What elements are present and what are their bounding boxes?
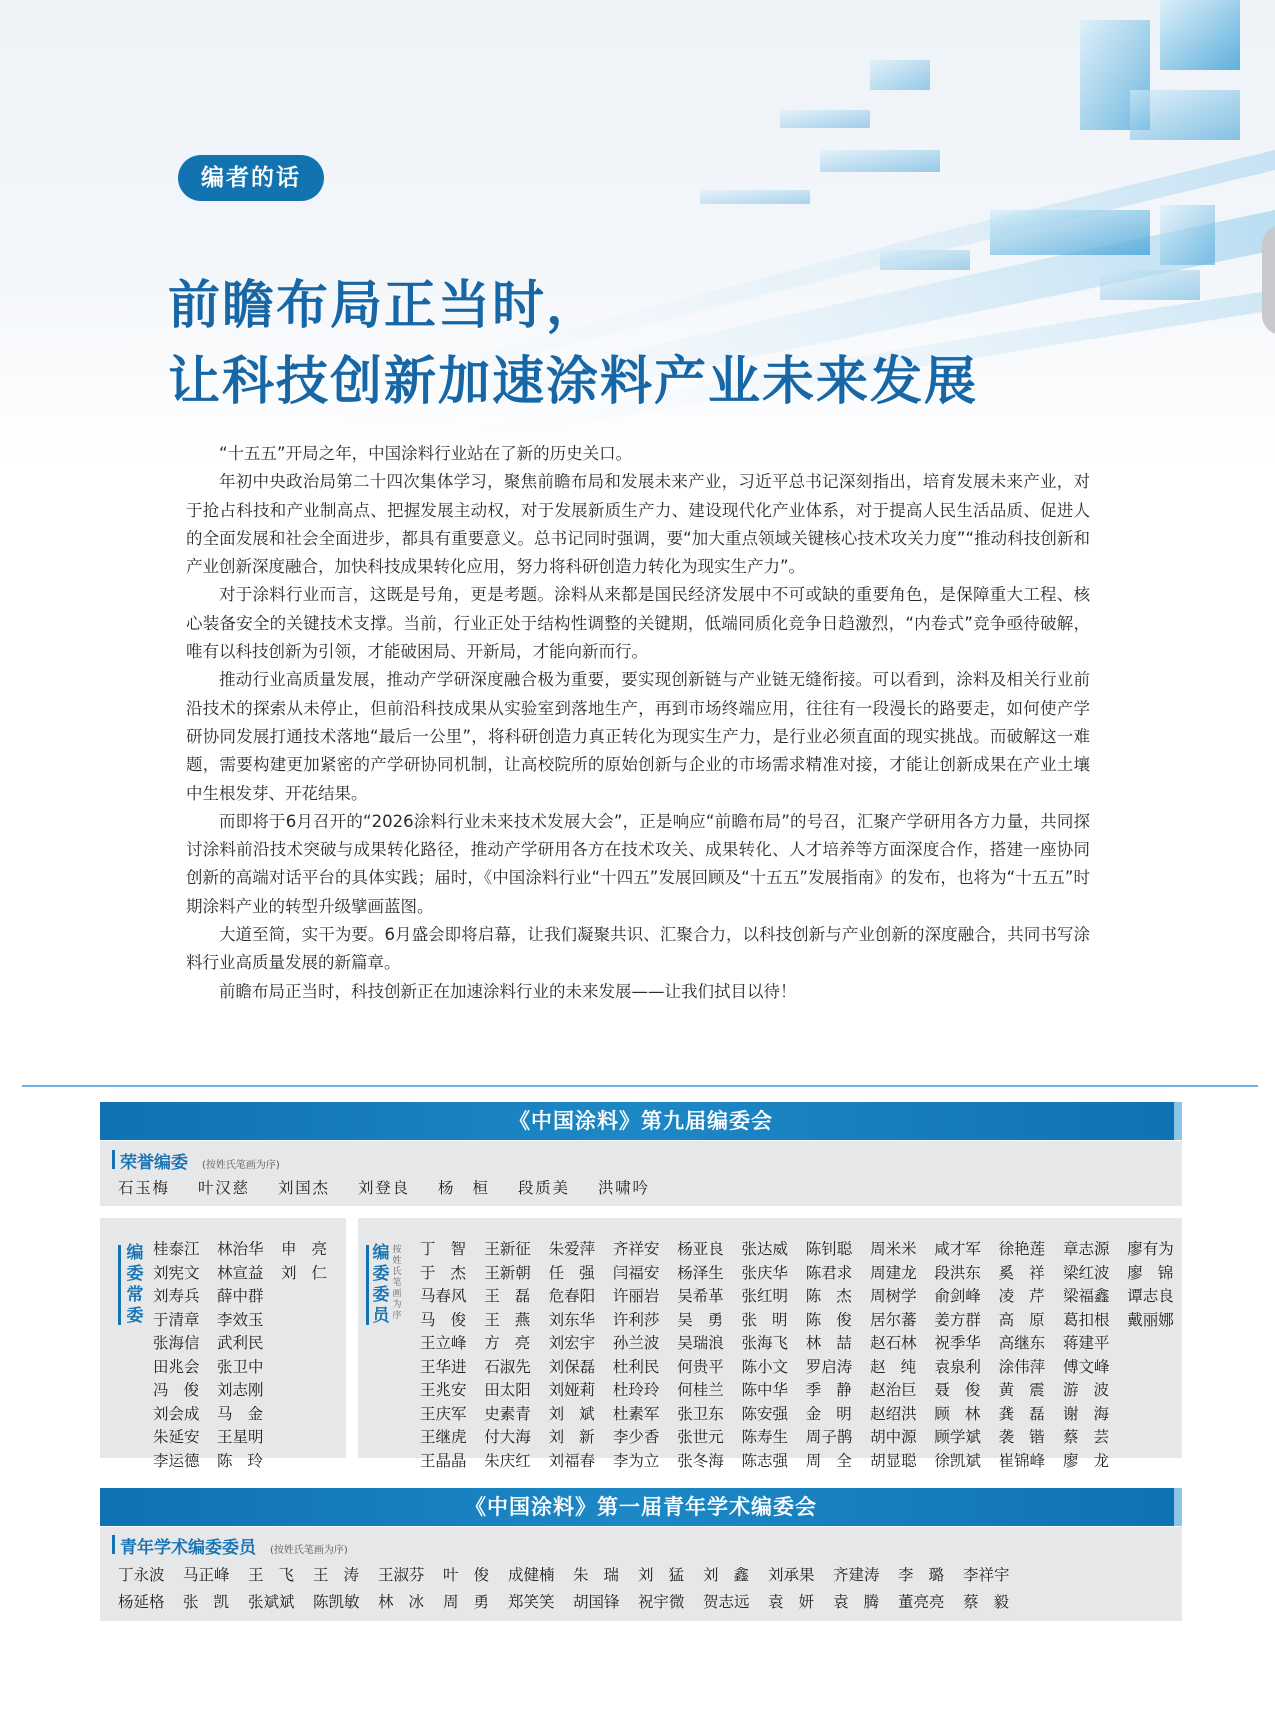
- title-line-1: 前瞻布局正当时，: [168, 276, 601, 336]
- person-name: 廖有为: [1127, 1240, 1174, 1258]
- person-name: 马春风: [420, 1287, 467, 1305]
- person-name: 王磊: [484, 1287, 531, 1305]
- person-name: 王飞: [248, 1566, 294, 1584]
- members-bar: [366, 1245, 369, 1325]
- person-name: 张卫中: [217, 1357, 264, 1376]
- label-char: 姓: [392, 1256, 402, 1266]
- person-name: 石淑先: [484, 1357, 531, 1376]
- person-name: 于清章: [153, 1310, 200, 1329]
- name-row: [420, 1238, 1192, 1262]
- person-name: 桂泰江: [153, 1240, 200, 1258]
- person-name: 赵纯: [870, 1357, 917, 1376]
- person-name: 丁智: [420, 1240, 466, 1258]
- person-name: 居尔蕃: [870, 1310, 917, 1329]
- person-name: 王华进: [420, 1357, 467, 1376]
- standing-names: [153, 1238, 345, 1473]
- person-name: 申亮: [281, 1240, 327, 1258]
- person-name: 季静: [805, 1381, 852, 1399]
- person-name: 胡显聪: [870, 1451, 917, 1470]
- person-name: 张海信: [153, 1334, 200, 1352]
- person-name: 刘鑫: [703, 1566, 749, 1584]
- name-row: [153, 1426, 345, 1450]
- person-name: 李为立: [612, 1451, 660, 1470]
- name-row: [118, 1562, 1028, 1589]
- person-name: 周建龙: [870, 1263, 917, 1282]
- paragraph: “十五五”开局之年，中国涂料行业站在了新的历史关口。: [219, 444, 633, 463]
- person-name: 廖龙: [1062, 1451, 1109, 1470]
- name-row: [153, 1285, 345, 1309]
- members-label: [370, 1243, 392, 1327]
- label-char: 员: [372, 1306, 390, 1326]
- label-char: 按: [392, 1245, 402, 1255]
- page-title: [168, 268, 978, 420]
- paragraph: 前瞻布局正当时，科技创新正在加速涂料行业的未来发展——让我们拭目以待！: [219, 981, 797, 1001]
- person-name: 林冰: [378, 1593, 424, 1611]
- person-name: 何贵平: [677, 1357, 724, 1376]
- person-name: 孙兰波: [612, 1334, 660, 1352]
- paragraph: 而即将于6月召开的“2026涂料行业未来技术发展大会”，正是响应“前瞻布局”的号召，汇聚产学研用各方力量，共同探讨涂料前沿技术突破与成果转化路径，推动产学研用各方在技术攻关、成果转化、人才培养等方面深度合作，搭建一座协同创新的高端对话平台的具体实践；届时，《中国涂料行业“十四五”发展回顾及“十五五”发展指南》的发布，也将为“十五五”时期涂料产业的转型升级擘画蓝图。: [186, 811, 1090, 916]
- person-name: 章志源: [1062, 1240, 1110, 1258]
- name-row: [420, 1450, 1192, 1474]
- person-name: 洪啸吟: [598, 1179, 648, 1197]
- person-name: 张卫东: [677, 1404, 724, 1423]
- label-char: 委: [126, 1264, 144, 1284]
- person-name: 徐艳莲: [998, 1240, 1046, 1258]
- person-name: 李祥宇: [963, 1566, 1010, 1584]
- name-row: [420, 1285, 1192, 1309]
- person-name: 史素青: [484, 1404, 531, 1423]
- person-name: 戴丽娜: [1127, 1310, 1174, 1329]
- person-name: 周勇: [443, 1593, 489, 1611]
- person-name: 周树学: [870, 1287, 917, 1305]
- person-name: 朱庆红: [484, 1451, 531, 1470]
- person-name: 冯俊: [153, 1381, 199, 1399]
- person-name: 付大海: [484, 1428, 531, 1446]
- label-char: 委: [372, 1264, 390, 1284]
- name-row: [153, 1450, 345, 1474]
- person-name: 黄震: [998, 1381, 1045, 1399]
- person-name: 刘仁: [281, 1263, 327, 1282]
- person-name: 马正峰: [183, 1566, 230, 1584]
- person-name: 李少香: [612, 1428, 660, 1446]
- members-note: [391, 1245, 403, 1322]
- name-row: [153, 1403, 345, 1427]
- person-name: 梁红波: [1062, 1263, 1110, 1282]
- name-row: [153, 1379, 345, 1403]
- person-name: 涂伟萍: [998, 1357, 1046, 1376]
- person-name: 陈君求: [805, 1263, 853, 1282]
- person-name: 傅文峰: [1062, 1357, 1110, 1376]
- person-name: 俞剑峰: [934, 1287, 981, 1305]
- person-name: 杨亚良: [677, 1240, 724, 1258]
- person-name: 刘登良: [358, 1179, 408, 1197]
- person-name: 刘娅莉: [548, 1381, 596, 1399]
- person-name: 陈志强: [741, 1451, 788, 1470]
- name-row: [420, 1262, 1192, 1286]
- person-name: 林喆: [805, 1334, 852, 1352]
- person-name: 何桂兰: [677, 1381, 724, 1399]
- person-name: 杨泽生: [677, 1263, 724, 1282]
- person-name: 杜利民: [612, 1357, 660, 1376]
- person-name: 周米米: [870, 1240, 917, 1258]
- person-name: 聂俊: [934, 1381, 981, 1399]
- person-name: 王星明: [217, 1428, 264, 1446]
- label-char: 画: [392, 1289, 402, 1299]
- members-names: [420, 1238, 1192, 1473]
- person-name: 吴瑞浪: [677, 1334, 724, 1352]
- person-name: 徐凯斌: [934, 1451, 981, 1470]
- name-row: [420, 1332, 1192, 1356]
- person-name: 袁妍: [768, 1593, 814, 1611]
- person-name: 蔡芸: [1062, 1428, 1109, 1446]
- youth-note: (按姓氏笔画为序): [270, 1545, 348, 1556]
- name-row: [118, 1176, 678, 1200]
- person-name: 杜玲玲: [612, 1381, 660, 1399]
- person-name: 张世元: [677, 1428, 724, 1446]
- person-name: 周全: [805, 1451, 852, 1470]
- person-name: 高原: [998, 1310, 1045, 1329]
- name-row: [153, 1356, 345, 1380]
- name-row: [153, 1262, 345, 1286]
- person-name: 陈钊聪: [805, 1240, 853, 1258]
- page-edge-tab: [1262, 225, 1275, 335]
- person-name: 王燕: [484, 1310, 531, 1329]
- person-name: 方亮: [484, 1334, 531, 1352]
- person-name: 赵治巨: [870, 1381, 917, 1399]
- person-name: 谢海: [1062, 1404, 1109, 1423]
- editorial-body: [186, 440, 1090, 1006]
- label-char: 委: [372, 1285, 390, 1305]
- person-name: 游波: [1062, 1381, 1109, 1399]
- person-name: 董亮亮: [898, 1593, 945, 1611]
- person-name: 贺志远: [703, 1593, 750, 1611]
- person-name: 梁福鑫: [1062, 1287, 1110, 1305]
- person-name: 刘宏宇: [548, 1334, 596, 1352]
- person-name: 丁永波: [118, 1566, 165, 1584]
- person-name: 王立峰: [420, 1334, 467, 1352]
- honorary-heading: 荣誉编委 (按姓氏笔画为序): [120, 1148, 280, 1173]
- youth-names: [118, 1562, 1028, 1616]
- person-name: 罗启涛: [805, 1357, 853, 1376]
- person-name: 朱爱萍: [548, 1240, 596, 1258]
- person-name: 祝季华: [934, 1334, 981, 1352]
- person-name: 石玉梅: [118, 1179, 168, 1197]
- person-name: 张冬海: [677, 1451, 724, 1470]
- person-name: 郑笑笑: [508, 1593, 555, 1611]
- label-char: 为: [392, 1300, 402, 1310]
- person-name: 陈俊: [805, 1310, 852, 1329]
- paragraph: 对于涂料行业而言，这既是号角，更是考题。涂料从来都是国民经济发展中不可或缺的重要角色，是保障重大工程、核心装备安全的关键技术支撑。当前，行业正处于结构性调整的关键期，低端同质化竞争日趋激烈，“内卷式”竞争亟待破解，唯有以科技创新为引领，才能破困局、开新局，才能向新而行。: [186, 585, 1090, 662]
- person-name: 陈小文: [741, 1357, 788, 1376]
- person-name: 于杰: [420, 1263, 466, 1282]
- person-name: 袁泉利: [934, 1357, 981, 1376]
- person-name: 段质美: [518, 1179, 568, 1197]
- name-row: [420, 1426, 1192, 1450]
- honorary-names: [118, 1176, 678, 1200]
- person-name: 张海飞: [741, 1334, 788, 1352]
- person-name: 周子鹊: [805, 1428, 853, 1446]
- label-char: 编: [372, 1243, 390, 1263]
- person-name: 陈杰: [805, 1287, 852, 1305]
- person-name: 龚磊: [998, 1404, 1045, 1423]
- name-row: [420, 1379, 1192, 1403]
- person-name: 陈寿生: [741, 1428, 788, 1446]
- person-name: 顾学斌: [934, 1428, 981, 1446]
- person-name: 刘国杰: [278, 1179, 328, 1197]
- person-name: 段洪东: [934, 1263, 981, 1282]
- person-name: 王继虎: [420, 1428, 467, 1446]
- person-name: 李璐: [898, 1566, 944, 1584]
- person-name: 王新征: [484, 1240, 531, 1258]
- person-name: 张凯: [183, 1593, 229, 1611]
- person-name: 袁腾: [833, 1593, 879, 1611]
- person-name: 李效玉: [217, 1310, 264, 1329]
- person-name: 姜方群: [934, 1310, 981, 1329]
- divider: [22, 1085, 1258, 1087]
- person-name: 危春阳: [548, 1287, 596, 1305]
- person-name: 闫福安: [612, 1263, 660, 1282]
- person-name: 谭志良: [1127, 1287, 1174, 1305]
- board-title-bar: 《中国涂料》第九届编委会: [100, 1102, 1182, 1140]
- person-name: 刘新: [548, 1428, 595, 1446]
- name-row: [420, 1403, 1192, 1427]
- person-name: 张红明: [741, 1287, 788, 1305]
- person-name: 蒋建平: [1062, 1334, 1110, 1352]
- person-name: 田兆会: [153, 1357, 200, 1376]
- person-name: 朱延安: [153, 1428, 200, 1446]
- person-name: 王淑芬: [378, 1566, 425, 1584]
- standing-bar: [118, 1245, 121, 1325]
- person-name: 葛扣根: [1062, 1310, 1110, 1329]
- person-name: 齐建涛: [833, 1566, 880, 1584]
- person-name: 王晶晶: [420, 1451, 467, 1470]
- person-name: 武利民: [217, 1334, 264, 1352]
- title-line-2: 让科技创新加速涂料产业未来发展: [168, 352, 979, 412]
- person-name: 成健楠: [508, 1566, 555, 1584]
- name-row: [153, 1238, 345, 1262]
- person-name: 胡中源: [870, 1428, 917, 1446]
- person-name: 刘保磊: [548, 1357, 596, 1376]
- person-name: 杨延格: [118, 1593, 165, 1611]
- person-name: 李运德: [153, 1451, 200, 1470]
- person-name: 张斌斌: [248, 1593, 295, 1611]
- person-name: 吴勇: [677, 1310, 724, 1329]
- person-name: 胡国锋: [573, 1593, 620, 1611]
- label-char: 委: [126, 1306, 144, 1326]
- person-name: 王兆安: [420, 1381, 467, 1399]
- person-name: 祝宇微: [638, 1593, 685, 1611]
- person-name: 张庆华: [741, 1263, 788, 1282]
- person-name: 陈中华: [741, 1381, 788, 1399]
- name-row: [420, 1356, 1192, 1380]
- person-name: 刘会成: [153, 1404, 200, 1423]
- person-name: 杜素军: [612, 1404, 660, 1423]
- person-name: 凌芹: [998, 1287, 1045, 1305]
- paragraph: 大道至简，实干为要。6月盛会即将启幕，让我们凝聚共识、汇聚合力，以科技创新与产业创新的深度融合，共同书写涂料行业高质量发展的新篇章。: [186, 925, 1090, 973]
- person-name: 齐祥安: [612, 1240, 660, 1258]
- label-char: 编: [126, 1243, 144, 1263]
- person-name: 金明: [805, 1404, 852, 1423]
- person-name: 刘寿兵: [153, 1287, 200, 1305]
- person-name: 赵石林: [870, 1334, 917, 1352]
- person-name: 陈凯敏: [313, 1593, 360, 1611]
- person-name: 许利莎: [612, 1310, 660, 1329]
- person-name: 袭锴: [998, 1428, 1045, 1446]
- person-name: 马俊: [420, 1310, 466, 1329]
- person-name: 高继东: [998, 1334, 1046, 1352]
- person-name: 叶俊: [443, 1566, 489, 1584]
- name-row: [118, 1589, 1028, 1616]
- person-name: 吴希革: [677, 1287, 724, 1305]
- person-name: 刘东华: [548, 1310, 596, 1329]
- paragraph: 年初中央政治局第二十四次集体学习，聚焦前瞻布局和发展未来产业，习近平总书记深刻指出，培育发展未来产业，对于抢占科技和产业制高点、把握发展主动权，对于发展新质生产力、建设现代化产业体系，对于提高人民生活品质、促进人的全面发展和社会全面进步，都具有重要意义。总书记同时强调，要“加大重点领域关键核心技术攻关力度”“推动科技创新和产业创新深度融合，加快科技成果转化应用，努力将科研创造力转化为现实生产力”。: [186, 472, 1090, 577]
- person-name: 马金: [217, 1404, 263, 1423]
- youth-heading: 青年学术编委委员 (按姓氏笔画为序): [120, 1533, 348, 1558]
- person-name: 张明: [741, 1310, 788, 1329]
- person-name: 林治华: [217, 1240, 264, 1258]
- person-name: 王庆军: [420, 1404, 467, 1423]
- person-name: 崔锦峰: [998, 1451, 1046, 1470]
- person-name: 任强: [548, 1263, 595, 1282]
- person-name: 朱瑞: [573, 1566, 619, 1584]
- person-name: 咸才军: [934, 1240, 981, 1258]
- person-name: 廖锦: [1127, 1263, 1174, 1282]
- person-name: 刘宪文: [153, 1263, 200, 1282]
- person-name: 叶汉慈: [198, 1179, 248, 1197]
- name-row: [153, 1309, 345, 1333]
- honorary-note: (按姓氏笔画为序): [202, 1160, 280, 1171]
- label-char: 氏: [392, 1267, 402, 1277]
- person-name: 薛中群: [217, 1287, 264, 1305]
- label-char: 序: [392, 1311, 402, 1321]
- person-name: 陈安强: [741, 1404, 788, 1423]
- person-name: 顾林: [934, 1404, 981, 1423]
- person-name: 刘猛: [638, 1566, 684, 1584]
- person-name: 许丽岩: [612, 1287, 660, 1305]
- person-name: 王涛: [313, 1566, 359, 1584]
- youth-title-bar: 《中国涂料》第一届青年学术编委会: [100, 1488, 1182, 1526]
- person-name: 杨桓: [438, 1179, 488, 1197]
- standing-label: [124, 1243, 146, 1327]
- person-name: 刘志刚: [217, 1381, 264, 1399]
- person-name: 刘承果: [768, 1566, 815, 1584]
- person-name: 刘福春: [548, 1451, 596, 1470]
- person-name: 奚祥: [998, 1263, 1045, 1282]
- person-name: 林宣益: [217, 1263, 264, 1282]
- person-name: 刘斌: [548, 1404, 595, 1423]
- person-name: 王新朝: [484, 1263, 531, 1282]
- name-row: [420, 1309, 1192, 1333]
- name-row: [153, 1332, 345, 1356]
- person-name: 田太阳: [484, 1381, 531, 1399]
- label-char: 笔: [392, 1278, 402, 1288]
- person-name: 赵绍洪: [870, 1404, 917, 1423]
- person-name: 陈玲: [217, 1451, 263, 1470]
- person-name: 蔡毅: [963, 1593, 1009, 1611]
- section-tag: 编者的话: [178, 155, 324, 201]
- label-char: 常: [126, 1285, 144, 1305]
- paragraph: 推动行业高质量发展，推动产学研深度融合极为重要，要实现创新链与产业链无缝衔接。可以看到，涂料及相关行业前沿技术的探索从未停止，但前沿科技成果从实验室到落地生产，再到市场终端应用，往往有一段漫长的路要走，如何使产学研协同发展打通技术落地“最后一公里”，将科研创造力真正转化为现实生产力，是行业必须直面的现实挑战。而破解这一难题，需要构建更加紧密的产学研协同机制，让高校院所的原始创新与企业的市场需求精准对接，才能让创新成果在产业土壤中生根发芽、开花结果。: [186, 670, 1090, 803]
- person-name: 张达威: [741, 1240, 788, 1258]
